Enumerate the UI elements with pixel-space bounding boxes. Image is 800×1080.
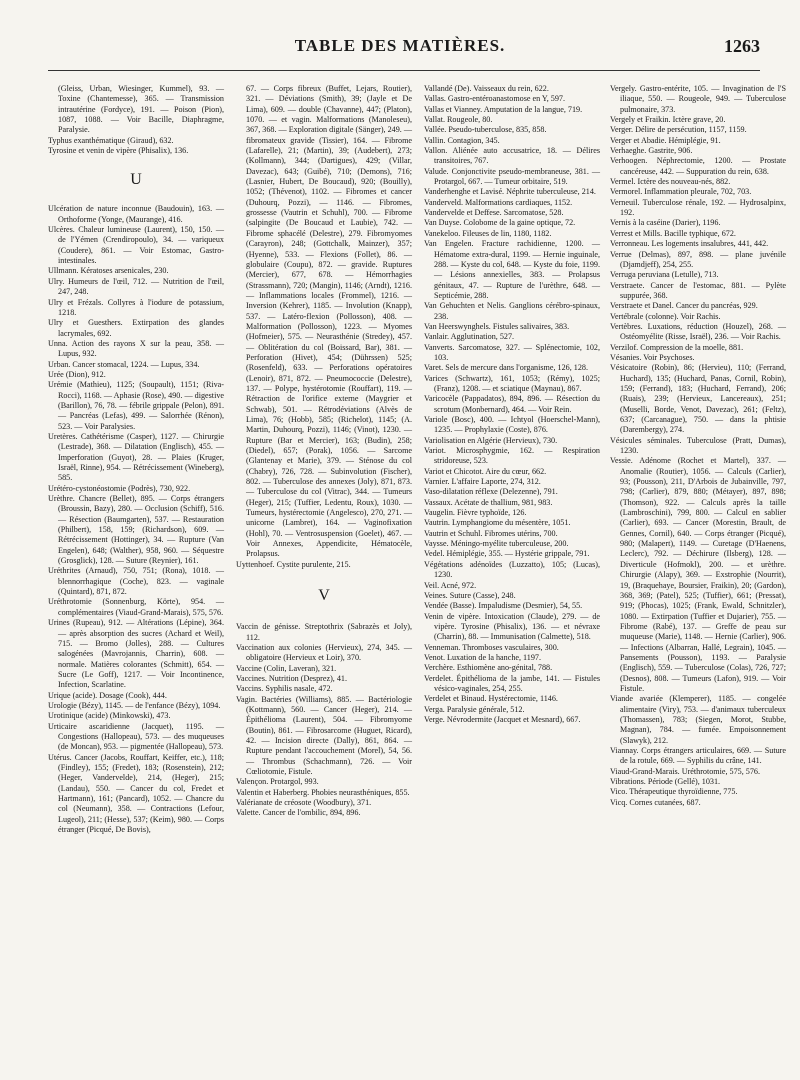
- index-entry: Vaysse. Méningo-myélite tuberculeuse, 200.: [424, 539, 569, 549]
- index-entry: Vanekeloo. Fileuses de lin, 1180, 1182.: [424, 228, 552, 238]
- index-entry: Venin de vipère. Intoxication (Claude), 279. — de vipère. Tyrosine (Phisalix), 136. — et névraxe (Charrin), 88. — Immunisation (Calmette), 518.: [424, 611, 600, 642]
- index-entry: Urémie (Mathieu), 1125; (Soupault), 1151; (Riva-Rocci), 1168. — Aphasie (Rose), 490. — digestive (Barillon), 76, 78. — fébrile grippale (Pelon), 891. — Pancréas (Lefas), 499. — Salorrhée (Rénon), 523. — Voir Paralysies.: [48, 380, 224, 431]
- index-entry: Tyrosine et venin de vipère (Phisalix), 136.: [48, 146, 189, 156]
- index-entry: Vallas et Vianney. Amputation de la langue, 719.: [424, 104, 583, 114]
- index-entry: Venot. Luxation de la hanche, 1197.: [424, 652, 542, 662]
- entry-list: [48, 204, 224, 835]
- index-entry: Vedel. Hémiplégie, 355. — Hystérie grippale, 791.: [424, 549, 590, 559]
- index-entry: Vassaux. Acétate de thallium, 981, 983.: [424, 497, 553, 507]
- index-entry: Veil. Acné, 972.: [424, 580, 477, 590]
- index-entry: Urèthre. Chancre (Bellet), 895. — Corps étrangers (Broussin, Bazy), 280. — Occlusion (Schiff), 516. — Résection (Baumgarten), 537. — Restauration (Philbert), 158, 159; (Richardson), 609. — Rétrécissement (Hottinger), 34. — Rupture (Van Engelen), 648; (Walther), 958, 960. — Séquestre (Grosglick), 128. — Suture (Reynier), 161.: [48, 494, 224, 566]
- index-entry: Ulcération de nature inconnue (Baudouin), 163. — Orthoforme (Yonge, (Maurange), 416.: [48, 204, 224, 224]
- section-letter-v: V: [318, 587, 330, 605]
- index-entry: Vanlair. Agglutination, 527.: [424, 332, 515, 342]
- index-entry: Vico. Thérapeutique thyroïdienne, 775.: [610, 787, 738, 797]
- index-entry: Varicocèle (Pappadatos), 894, 896. — Résection du scrotum (Monbernard), 464. — Voir Rein.: [424, 394, 600, 414]
- index-entry: Utérus. Cancer (Jacobs, Rouffart, Keiffer, etc.), 118; (Findley), 155; (Fredet), 183; (Rosenstein), 212; (Heger, Vandervelde), 214, (Heger), 215; (Landau), 550. — Cancer du col, Fredet et Hartmann), 161; (Pancard), 1052. — Chancre du col (Neumann), 358. — Contractions (Lefour, Lugeol), 211; (Hesse), 537; (Keim), 980. — Corps étranger (Picqué, De Bovis),: [48, 752, 224, 835]
- entry-list: [236, 622, 412, 819]
- page-title: TABLE DES MATIÈRES.: [294, 36, 506, 55]
- index-entry: Verdelet et Binaud. Hystérectomie, 1146.: [424, 694, 558, 704]
- index-entry: Vallin. Contagion, 345.: [424, 135, 500, 145]
- index-entry: Valude. Conjonctivite pseudo-membraneuse, 381. — Protargol, 667. — Tumeur orbitaire, 519.: [424, 166, 600, 187]
- index-entry: Vergely. Gastro-entérite, 105. — Invagination de l'S iliaque, 550. — Rougeole, 949. — Tuberculose pulmonaire, 373.: [610, 84, 786, 114]
- index-entry: Vermel. Ictère des nouveau-nés, 882.: [610, 177, 731, 187]
- index-entry: Ulry. Humeurs de l'œil, 712. — Nutrition de l'œil, 247, 248.: [48, 276, 224, 297]
- index-entry: Valérianate de créosote (Woodbury), 371.: [236, 798, 372, 807]
- index-entry: Uretères. Cathétérisme (Casper), 1127. — Chirurgie (Lestrade), 368. — Dilatation (Englisch), 455. — Imperforation (Guyot), 28. — Plaies (Kruger, Israël, Rinne), 954. — Rétrécissement (Wineberg), 585.: [48, 431, 224, 483]
- index-column-3: [424, 84, 600, 725]
- index-entry: Vaccines. Nutrition (Desprez), 41.: [236, 673, 348, 683]
- index-entry: Verge. Névrodermite (Jacquet et Mesnard), 667.: [424, 714, 581, 724]
- index-entry: Vésicules séminales. Tuberculose (Pratt, Dumas), 1230.: [610, 435, 786, 456]
- index-entry: Variole (Bosc), 400. — Ichtyol (Hoerschel-Mann), 1235. — Prophylaxie (Coste), 876.: [424, 415, 600, 435]
- entry-list: [236, 84, 412, 570]
- index-entry: (Gleiss, Urban, Wiesinger, Kummel), 93. — Toxine (Chantemesse), 365. — Transmission intrautérine (Fordyce), 191. — Poison (Pion), 1087, 1088. — Voir Bacille, Diaphragme, Paralysie.: [58, 84, 224, 135]
- index-entry: Vaugelin. Fièvre typhoïde, 126.: [424, 508, 527, 518]
- index-entry: Van Gehuchten et Nelis. Ganglions cérébro-spinaux, 238.: [424, 301, 600, 321]
- index-entry: Varnier. L'affaire Laporte, 274, 312.: [424, 477, 541, 487]
- index-entry: Vessie. Adénome (Rochet et Martel), 337. — Anomalie (Routier), 1056. — Calculs (Carlier), 93; (Pousson), 211, D'Arbois de Jubainville, 797, 798; (Carlier), 879, 880; (Métayer), 897, 898; (Thomson), 922. — Calculs après la taille (Lambroschini), 799, 800. — Calcul en sablier (Carlier), 693. — Cancer (Morestin, Brault, de Gennes, Cornil), 640. — Corps étranger (Picqué), 980; (Malapert), 1149. — Curetage (D'Haenens, Leclerc), 792. — Déchirure (Ilsberg), 128. — Diverticule (Hofmokl), 200. — et urèthre. Chirurgie (Alapy), 369. — Exstrophie (Nourrit), 19, (Braquehaye, Boursier, Fraikin), 20; (Gardon), 368, 369; (Patel), 525; (Tuffier), 661; (Pressat), 919; (Phocas), 1025; (Frank, Ewald, Schnitzler), 1080. — Extirpation (Tuffier et Dujarier), 755. — Fibrome (Rabé), 137. — Greffe de peau sur muqueuse (Marie), 1148. — Hernie (Carlier), 906. — Infections (Albarran, Hallé, Legrain), 1045. — Pansements (Pousson), 1193. — Paralysie (Englisch), 559. — Tuberculose (Colas), 726, 727; (Desnos), 808. — Tumeurs (Lafon), 919. — Voir Fistule.: [610, 456, 786, 693]
- index-entry: Vallée. Pseudo-tuberculose, 835, 858.: [424, 125, 547, 135]
- index-entry: Végétations adénoïdes (Luzzatto), 105; (Lucas), 1230.: [424, 559, 600, 580]
- index-entry: Typhus exanthématique (Giraud), 632.: [48, 135, 174, 145]
- index-entry: Vertébrale (colonne). Voir Rachis.: [610, 311, 721, 321]
- index-entry: Viaud-Grand-Marais. Uréthrotomie, 575, 576.: [610, 766, 761, 776]
- index-entry: Varet. Sels de mercure dans l'organisme, 126, 128.: [424, 363, 588, 373]
- index-entry: Vaccine (Colin, Laveran), 321.: [236, 663, 337, 673]
- index-entry: Vertèbres. Luxations, réduction (Houzel), 268. — Ostéomyélite (Risse, Israël), 236. — Voir Rachis.: [610, 321, 786, 342]
- index-entry: Ulcères. Chaleur lumineuse (Laurent), 150, 150. — de l'Yémen (Crendiropoulo), 34. — variqueux (Coudere), 861. — Voir Estomac, Gastro-intestinales.: [48, 225, 224, 266]
- page-header: [0, 30, 800, 60]
- header-rule: [48, 70, 760, 71]
- index-entry: Uréthrotomie (Sonnenburg, Körte), 954. — complémentaires (Viaud-Grand-Marais), 575, 576.: [48, 597, 224, 617]
- index-entry: Van Duyse. Colobome de la gaine optique, 72.: [424, 218, 576, 228]
- index-entry: Verdelet. Épithélioma de la jambe, 141. — Fistules vésico-vaginales, 254, 255.: [424, 673, 600, 693]
- entry-list: [48, 84, 224, 156]
- index-entry: Vernis à la caséine (Darier), 1196.: [610, 218, 721, 228]
- entry-list: [424, 84, 600, 725]
- index-entry: Vanderveld. Malformations cardiaques, 1152.: [424, 197, 573, 207]
- index-entry: Ullmann. Kératoses arsenicales, 230.: [48, 266, 169, 276]
- index-entry: Vicq. Cornes cutanées, 687.: [610, 797, 701, 807]
- index-entry: Urologie (Bézy), 1145. — de l'enfance (Bézy), 1094.: [48, 700, 221, 710]
- index-entry: Verhaeghe. Gastrite, 906.: [610, 146, 693, 156]
- index-entry: Urticaire ascaridienne (Jacquet), 1195. — Congestions (Hallopeau), 573. — des muqueuses (de Moncan), 953. — pigmentée (Hallopeau), 573.: [48, 721, 224, 752]
- index-entry: Urique (acide). Dosage (Cook), 444.: [48, 690, 167, 700]
- index-entry: Variot. Microsphygmie, 162. — Respiration stridoreuse, 523.: [424, 446, 600, 466]
- index-entry: Ulry et Guesthers. Extirpation des glandes lacrymales, 692.: [48, 318, 224, 338]
- index-entry: Variot et Chicotot. Aire du cœur, 662.: [424, 466, 547, 476]
- index-entry: Vautrin et Schuhl. Fibromes utérins, 700.: [424, 528, 558, 538]
- index-entry: Verruga peruviana (Letulle), 713.: [610, 270, 719, 280]
- index-entry: Uyttenhoef. Cystite purulente, 215.: [236, 559, 351, 569]
- index-entry: Valette. Cancer de l'ombilic, 894, 896.: [236, 808, 361, 818]
- entry-list: [610, 84, 786, 808]
- index-column-1: [48, 84, 224, 835]
- index-entry: Vaso-dilatation réflexe (Delezenne), 791.: [424, 487, 558, 497]
- index-entry: Verrue (Delmas), 897, 898. — plane juvénile (Djamdjeff), 254, 255.: [610, 249, 786, 269]
- index-entry: Variolisation en Algérie (Hervieux), 730.: [424, 435, 558, 445]
- index-entry: Vagin. Bactéries (Williams), 885. — Bactériologie (Kottmann), 560. — Cancer (Heger), 214. — Épithélioma (Laurent), 504. — Fibromyome (Boutin), 861. — Fibrosarcome (Huguet, Ricard), 42. — Incision directe (Dally), 861, 864. — Rupture pendant l'accouchement (Morel), 54, 56. — Thrombus (Schachmann), 726. — Voir Cœliotomie, Fistule.: [236, 694, 412, 776]
- index-entry: Valençon. Protargol, 993.: [236, 777, 319, 787]
- index-entry: Vanverts. Sarcomatose, 327. — Splénectomie, 102, 103.: [424, 342, 600, 362]
- index-entry: Vermorel. Inflammation pleurale, 702, 703.: [610, 187, 752, 197]
- index-entry: Verstraete et Danel. Cancer du pancréas, 929.: [610, 301, 758, 311]
- index-entry: Ulry et Frézals. Collyres à l'iodure de potassium, 1218.: [48, 297, 224, 317]
- index-entry: Vaccins. Syphilis nasale, 472.: [236, 684, 333, 694]
- index-entry: 67. — Corps fibreux (Buffet, Lejars, Routier), 321. — Déviations (Smith), 39; (Jayle et De Lima), 609. — double (Chavanne), 447; (Platon), 1070. — et vagin. Malformations (Manoleseu), 367, 368. — Exploration digitale (Sänger), 249. — fibromateux gravide (Tissier), 164. — Fibrome (Lafarelle), 21; (Martin), 39; (Audebert), 273; (Kollmann), 344; (Dartigues), 429; (Villar, Davezac), 643; (Guibé), 710; (Demons), 716; (Lasnier, Hubert, De Boucaud), 920; (Bouilly), 1052; (Thévenot), 1102. — Fibromes et cancer (Duhourq, Pozzi), — 1146. — Fibromes, grossesse (Vautrin et Schuhl), 700. — Fibrome (salpingite (De Boucaud et Laubie), 742. — Fibrome sphacélé (Delestre), 279. Fibromyomes (Carayron), 248; (Gottchalk, Mainzer), 357; (Hyenne), 533. — Flexions (Follet), 86. — globulaire (Coupu), 872. — gravide. Ruptures (Mercier), 677, 678. — Hémorrhagies (Strassmann), 720; (Mangin), 1146; (Arndt), 1216. — Inflammations locales (Frommel), 1216. — Inversion (Kehrer), 1185. — Involution (Knapp), 537. — Latéro-flexion (Pollosson), 408. — Malformation (Pollosson), 1223. — Myomes (Hofmeier), 575. — Neurasthénie (Stredey), 457. — Oblitération du col (Boissard, Bar), 381. — Perforation (Hivet), 454; (Dührssen) 525; (Rosenfeld), 633. — Perforations opératoires (Lenoir), 871, 872. — Pneumococcie (Delestre), 137. — Polype, hystérotomie (Rouffart), 119. — Rétraction de l'orifice externe (Maygrier et Schwab), 501. — Rétrodéviations (Alvès de Lima), 76; (Hobb), 585; (Richelot), 1145; (A. Martin, Duhourq, Pozzi), 1146; (Vinot), 1230. — Rupture (Bar et Mercier), 163; (Budin), 258; (Diedel), 657; (Porak), 1056. — Sarcome (Glantenay et Marie), 379. — Sténose du col (Chabry), 726, 728. — Subinvolution (Fischer), 802. — Tuberculose des annexes (Joly), 871, 873. — Tuberculose du col (Vitrac), 344. — Tumeurs (Heger), 215; (Tuffier, Ledentu, Roux), 1030. — Tumeurs, hystérectomie (Angelesco), 270, 271. — unicorne (Lambret), 164. — Vaginofixation (Hohl), 70. — Ventrosuspension (Goelet), 467. — Voir Annexes, Appendicite, Hématocèle, Prolapsus.: [246, 84, 412, 559]
- index-entry: Verstraete. Cancer de l'estomac, 881. — Pylète suppurée, 368.: [610, 280, 786, 300]
- index-entry: Vautrin. Lymphangiome du mésentère, 1051.: [424, 518, 571, 528]
- index-entry: Urée (Dion), 912.: [48, 369, 106, 379]
- index-entry: Urines (Rupeau), 912. — Altérations (Lépine), 364. — après absorption des sucres (Achard et Weil), 715. — Bromo (Jolles), 288. — Cultures salogénées (Mavrojannis, Charrin), 608. — normale. Matières colorantes (Schmitt), 654. — Sucre (Le Goff), 1217. — Voir Incontinence, Infection, Scarlatine.: [48, 618, 224, 690]
- index-entry: Urotinique (acide) (Minkowski), 473.: [48, 711, 171, 721]
- index-entry: Vendée (Basse). Impaludisme (Desmier), 54, 55.: [424, 601, 583, 611]
- section-letter-u: U: [130, 171, 142, 189]
- page-number: 1263: [724, 36, 760, 56]
- index-entry: Vésicatoire (Robin), 86; (Hervieu), 110; (Ferrand, Huchard), 135; (Huchard, Panas, Cornil, Robin), 159; (Ferrand), 183; (Huchard, Ferrand), 206; (Ruais), 239; (Hervieux, Lancereaux), 251; (Muselli, Borde, Venot, Davezac), 261; (Feltz), 637; (Carcanague), 750. — dans la phtisie (Darembergy), 274.: [610, 363, 786, 435]
- index-entry: Verneuil. Tuberculose rénale, 192. — Hydrosalpinx, 192.: [610, 197, 786, 218]
- index-entry: Vallas. Gastro-entéroanastomose en Y, 597.: [424, 94, 566, 104]
- index-column-2: [236, 84, 412, 819]
- index-entry: Unna. Action des rayons X sur la peau, 358. — Lupus, 932.: [48, 338, 224, 359]
- index-entry: Veines. Suture (Casse), 248.: [424, 590, 516, 600]
- index-entry: Vallon. Aliénée auto accusatrice, 18. — Délires transitoires, 767.: [424, 146, 600, 166]
- index-entry: Urban. Cancer stomacal, 1224. — Lupus, 334.: [48, 359, 200, 369]
- index-entry: Uréthrites (Arnaud), 750, 751; (Rona), 1018. — blennorrhagique (Coche), 823. — vaginale (Quintard), 871, 872.: [48, 566, 224, 597]
- index-entry: Vaccin de génisse. Streptothrix (Sabrazès et Joly), 112.: [236, 622, 412, 642]
- index-entry: Vanderhenghe et Lavisé. Néphrite tuberculeuse, 214.: [424, 187, 596, 197]
- index-entry: Van Heerswynghels. Fistules salivaires, 383.: [424, 321, 570, 331]
- index-entry: Verchère. Esthiomène ano-génital, 788.: [424, 663, 553, 673]
- index-entry: Verronneau. Les logements insalubres, 441, 442.: [610, 239, 769, 249]
- index-entry: Vallandé (De). Vaisseaux du rein, 622.: [424, 84, 549, 93]
- index-entry: Venneman. Thromboses vasculaires, 300.: [424, 642, 559, 652]
- index-entry: Verrest et Mills. Bacille typhique, 672.: [610, 228, 736, 238]
- index-entry: Valentin et Haberberg. Phobies neurasthéniques, 855.: [236, 787, 410, 797]
- index-entry: Viannay. Corps étrangers articulaires, 669. — Suture de la rotule, 669. — Syphilis du crâne, 141.: [610, 746, 786, 766]
- index-entry: Verger et Abadie. Hémiplégie, 91.: [610, 135, 721, 145]
- index-entry: Urétéro-cystonéostomie (Podrès), 730, 922.: [48, 483, 191, 493]
- index-entry: Van Engelen. Fracture rachidienne, 1200. — Hématome extra-dural, 1199. — Hernie inguinale, 288. — Kyste du col, 648. — Kyste du foie, 1199. — Lésions annexielles, 383. — Prolapsus génitaux, 47. — Rupture de l'urèthre, 648. — Septicémie, 288.: [424, 239, 600, 300]
- index-entry: Verga. Paralysie générale, 512.: [424, 704, 525, 714]
- index-entry: Vallat. Rougeole, 80.: [424, 115, 493, 125]
- index-entry: Verhoogen. Néphrectomie, 1200. — Prostate cancéreuse, 442. — Suppuration du rein, 638.: [610, 156, 786, 176]
- index-entry: Varices (Schwartz), 161, 1053; (Rémy), 1025; (Franz), 1208. — et sciatique (Maynau), 867.: [424, 373, 600, 393]
- index-entry: Viande avariée (Klemperer), 1185. — congelée alimentaire (Viry), 753. — d'animaux tuberculeux (Thomassen), 783; (Siegen, Morot, Stubbe, Magnan), 784. — fumée. Empoisonnement (Slawyk), 212.: [610, 694, 786, 745]
- index-entry: Vibrations. Période (Gellé), 1031.: [610, 777, 721, 787]
- index-entry: Verzilof. Compression de la moelle, 881.: [610, 342, 744, 352]
- index-column-4: [610, 84, 786, 808]
- index-entry: Verger. Délire de persécution, 1157, 1159.: [610, 125, 747, 135]
- index-entry: Vésanies. Voir Psychoses.: [610, 352, 695, 362]
- index-entry: Vandervelde et Deffese. Sarcomatose, 528.: [424, 208, 564, 218]
- index-entry: Vaccination aux colonies (Hervieux), 274, 345. — obligatoire (Hervieux et Loir), 370.: [236, 642, 412, 663]
- index-entry: Vergely et Fraikin. Ictère grave, 20.: [610, 115, 726, 125]
